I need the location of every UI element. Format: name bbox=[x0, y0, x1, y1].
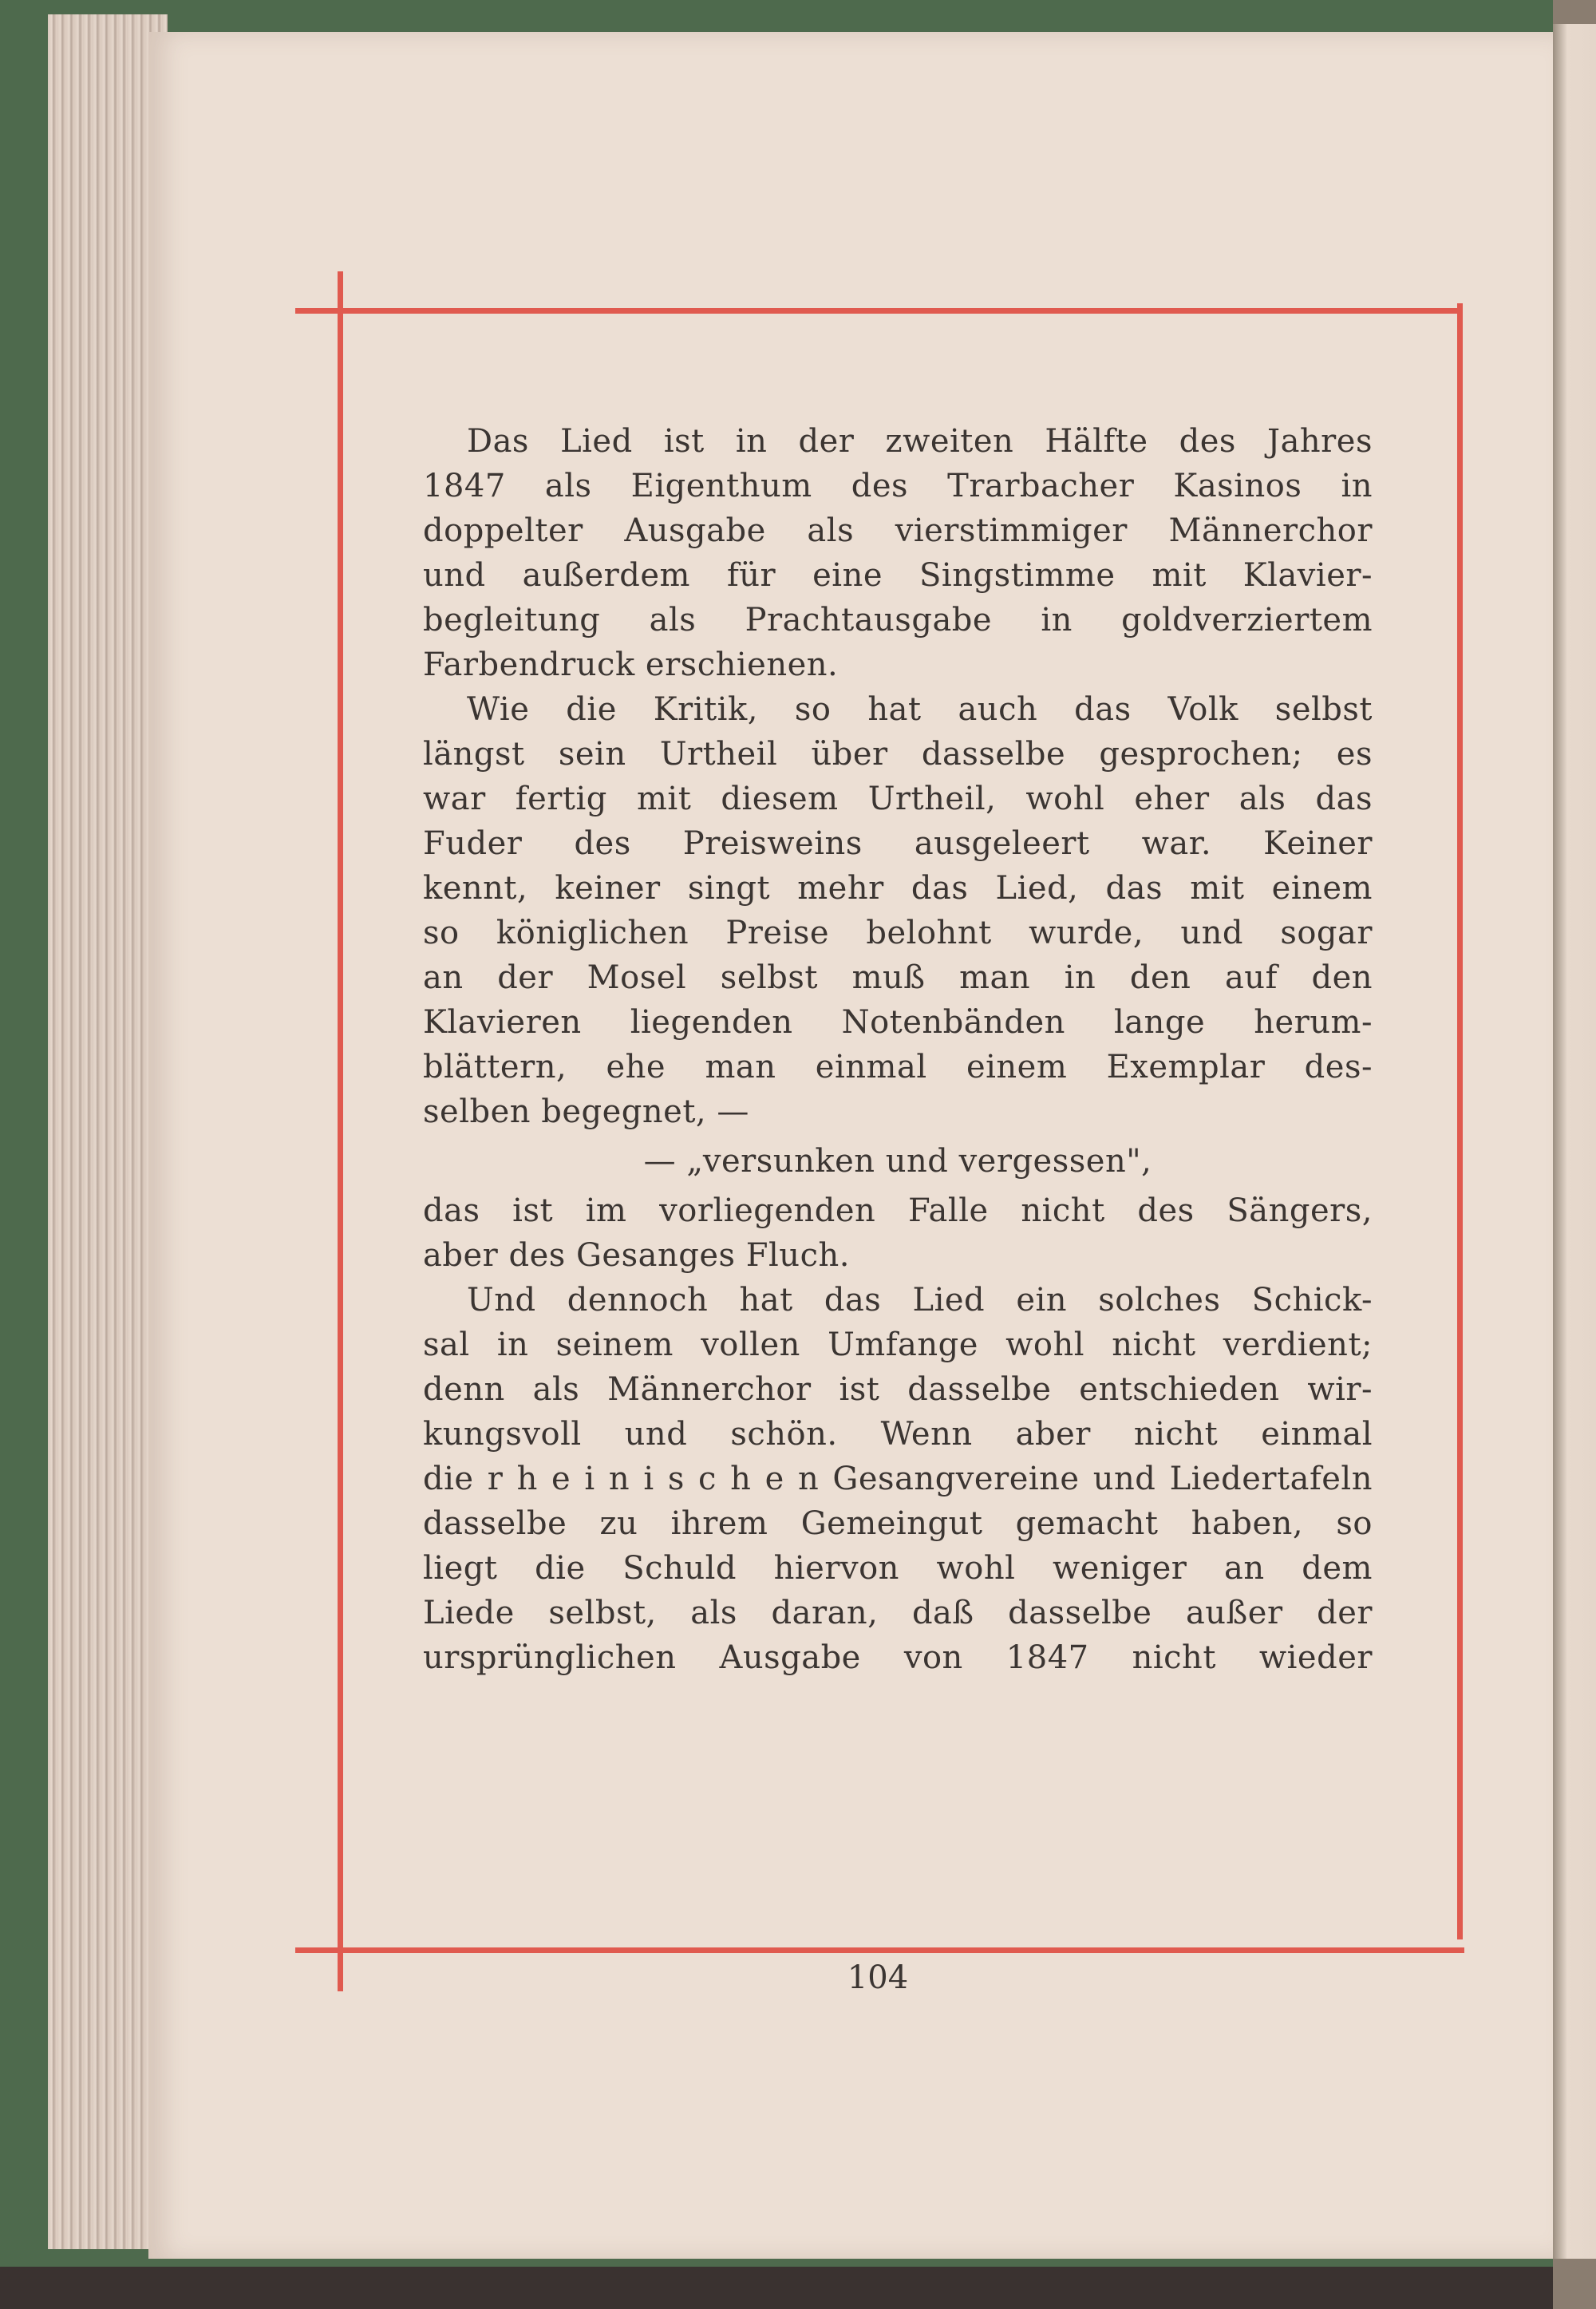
paragraph-1 bbox=[423, 419, 1373, 687]
text-line: war fertig mit diesem Urtheil, wohl eher als das bbox=[423, 781, 1373, 817]
text-line: denn als Männerchor ist dasselbe entschieden wir- bbox=[423, 1371, 1373, 1408]
text-line: selben begegnet, — bbox=[423, 1093, 749, 1130]
border-left-rule bbox=[338, 271, 343, 1991]
text-line: Fuder des Preisweins ausgeleert war. Keiner bbox=[423, 825, 1373, 862]
paragraph-2 bbox=[423, 687, 1373, 1134]
text-line: und außerdem für eine Singstimme mit Klavier- bbox=[423, 557, 1373, 594]
border-right-rule bbox=[1457, 303, 1463, 1939]
page-text bbox=[423, 419, 1373, 1680]
border-top-rule bbox=[295, 308, 1460, 314]
text-line: dasselbe zu ihrem Gemeingut gemacht haben, so bbox=[423, 1505, 1373, 1542]
text-line: so königlichen Preise belohnt wurde, und sogar bbox=[423, 915, 1373, 951]
paragraph-4 bbox=[423, 1278, 1373, 1680]
next-page-edge bbox=[1553, 24, 1596, 2259]
text-line: längst sein Urtheil über dasselbe gesprochen; es bbox=[423, 736, 1373, 773]
text-line: 1847 als Eigenthum des Trarbacher Kasinos in bbox=[423, 468, 1373, 504]
text-line: Klavieren liegenden Notenbänden lange herum- bbox=[423, 1004, 1373, 1041]
text-line: kungsvoll und schön. Wenn aber nicht einmal bbox=[423, 1416, 1373, 1453]
text-line: Und dennoch hat das Lied ein solches Schick- bbox=[467, 1282, 1373, 1319]
text-line: begleitung als Prachtausgabe in goldverziertem bbox=[423, 602, 1373, 639]
text-line: ursprünglichen Ausgabe von 1847 nicht wieder bbox=[423, 1639, 1373, 1676]
border-bottom-rule bbox=[295, 1947, 1464, 1953]
quote-line: — „versunken und vergessen", bbox=[643, 1143, 1152, 1180]
text-line: blättern, ehe man einmal einem Exemplar des- bbox=[423, 1049, 1373, 1085]
text-line: das ist im vorliegenden Falle nicht des Sängers, bbox=[423, 1192, 1373, 1229]
text-line: Wie die Kritik, so hat auch das Volk selbst bbox=[467, 691, 1373, 728]
text-line: kennt, keiner singt mehr das Lied, das mit einem bbox=[423, 870, 1373, 907]
text-line: liegt die Schuld hiervon wohl weniger an dem bbox=[423, 1550, 1373, 1587]
text-line: Liede selbst, als daran, daß dasselbe außer der bbox=[423, 1595, 1373, 1631]
text-line: die r h e i n i s c h e n Gesangvereine und Liedertafeln bbox=[423, 1461, 1373, 1497]
text-line: doppelter Ausgabe als vierstimmiger Männerchor bbox=[423, 512, 1373, 549]
text-line: Farbendruck erschienen. bbox=[423, 646, 839, 683]
text-line: an der Mosel selbst muß man in den auf den bbox=[423, 959, 1373, 996]
text-line: Das Lied ist in der zweiten Hälfte des Jahres bbox=[467, 423, 1373, 460]
paragraph-3 bbox=[423, 1188, 1373, 1278]
text-line: sal in seinem vollen Umfange wohl nicht verdient; bbox=[423, 1326, 1373, 1363]
text-line: aber des Gesanges Fluch. bbox=[423, 1237, 850, 1274]
page-number: 104 bbox=[847, 1959, 909, 1996]
background-surface bbox=[0, 2267, 1596, 2309]
